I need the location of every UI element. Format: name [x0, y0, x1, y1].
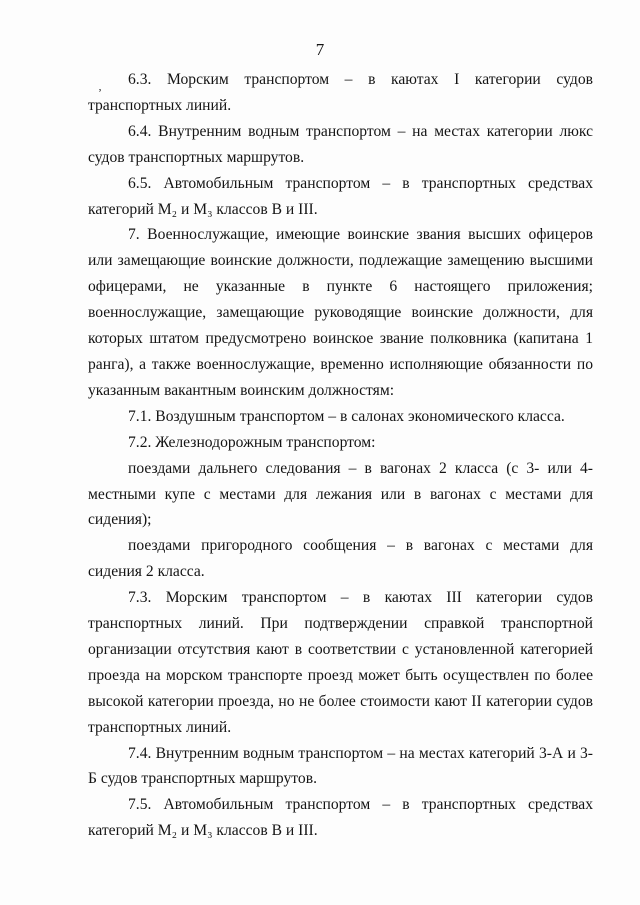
- paragraph-7: 7. Военнослужащие, имеющие воинские звания высших офицеров или замещающие воинские должности, подлежащие замещению высшими офицерами, не указанные в пункте 6 настоящего приложения; военнослужащие, замещающие руководящие воинские должности, для которых штатом предусмотрено воинское звание полковника (капитана 1 ранга), а также военнослужащие, временно исполняющие обязанности по указанным вакантным воинским должностям:: [88, 226, 593, 399]
- paragraph-6-5: 6.5. Автомобильным транспортом – в транспортных средствах категорий M₂ и M₃ классов В и III.: [88, 174, 593, 218]
- paragraph-6-3: 6.3. Морским транспортом – в каютах I категории судов транспортных линий.: [88, 71, 593, 114]
- paragraph-7-2-long-distance: поездами дальнего следования – в вагонах 2 класса (с 3- или 4-местными купе с местами для лежания или в вагонах с местами для сидения);: [88, 459, 593, 529]
- paragraph-7-4: 7.4. Внутренним водным транспортом – на местах категорий 3-А и 3-Б судов транспортных маршрутов.: [88, 744, 593, 788]
- paragraph-7-1: 7.1. Воздушным транспортом – в салонах экономического класса.: [128, 407, 565, 425]
- page-number: 7: [315, 40, 325, 59]
- paragraph-6-4: 6.4. Внутренним водным транспортом – на местах категории люкс судов транспортных маршрутов.: [88, 122, 593, 166]
- document-body: [88, 67, 593, 844]
- paragraph-7-2-suburban: поездами пригородного сообщения – в вагонах с местами для сидения 2 класса.: [88, 537, 593, 581]
- stray-mark: ‚: [98, 79, 102, 93]
- paragraph-7-2: 7.2. Железнодорожным транспортом:: [128, 433, 376, 451]
- paragraph-7-3: 7.3. Морским транспортом – в каютах III категории судов транспортных линий. При подтверждении справкой транспортной организации отсутствия кают в соответствии с установленной категорией проезда на морском транспорте проезд может быть осуществлен по более высокой категории проезда, но не более стоимости кают II категории судов транспортных линий.: [88, 589, 593, 736]
- paragraph-7-5: 7.5. Автомобильным транспортом – в транспортных средствах категорий M₂ и M₃ классов В и III.: [88, 796, 593, 840]
